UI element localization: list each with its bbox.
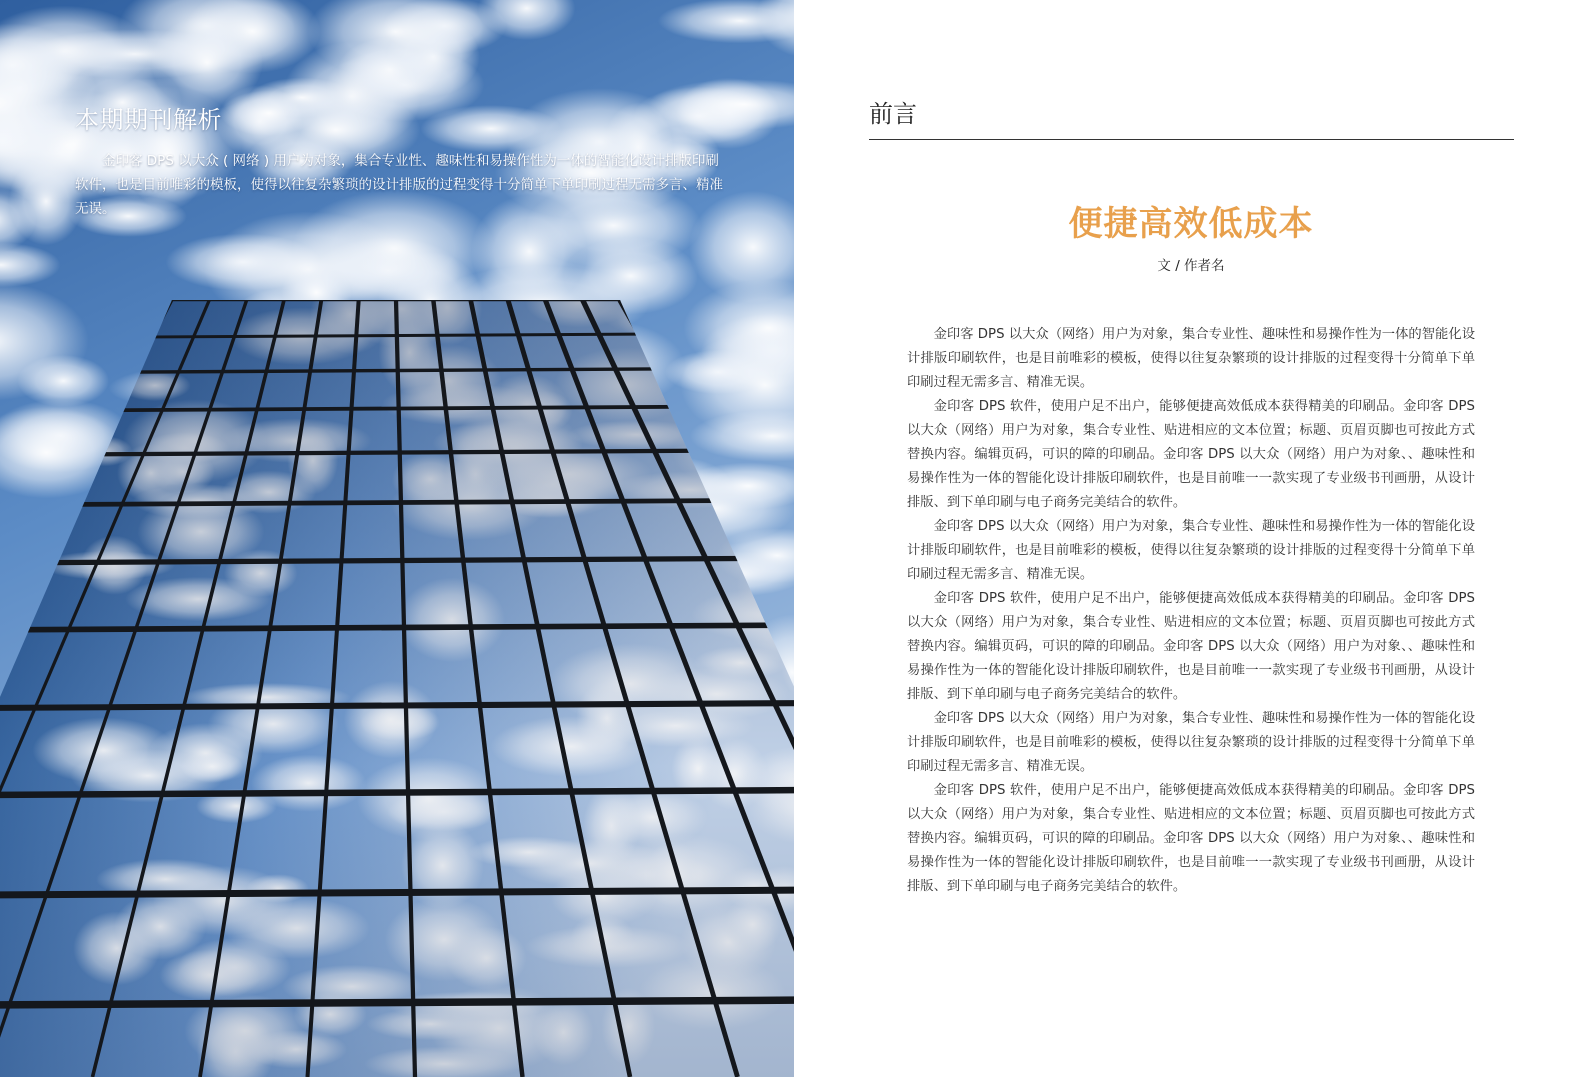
section-header <box>869 94 1514 140</box>
article-byline: 文 / 作者名 <box>1157 258 1225 274</box>
article-paragraph-3: 金印客 DPS 以大众（网络）用户为对象，集合专业性、趣味性和易操作性为一体的智能化设计排版印刷软件，也是目前唯彩的模板，使得以往复杂繁琐的设计排版的过程变得十分简单下单印刷过程无需多言、精准无误。 <box>907 519 1475 582</box>
article-paragraph-2: 金印客 DPS 软件，使用户足不出户，能够便捷高效低成本获得精美的印刷品。金印客 DPS 以大众（网络）用户为对象，集合专业性、贴进相应的文本位置；标题、页眉页脚也可按此方式替换内容。编辑页码，可识的障的印刷品。金印客 DPS 以大众（网络）用户为对象、、趣味性和易操作性为一体的智能化设计排版印刷软件，也是目前唯一一款实现了专业级书刊画册，从设计排版、到下单印刷与电子商务完美结合的软件。 <box>907 399 1475 510</box>
article-paragraph-1: 金印客 DPS 以大众（网络）用户为对象，集合专业性、趣味性和易操作性为一体的智能化设计排版印刷软件，也是目前唯彩的模板，使得以往复杂繁琐的设计排版的过程变得十分简单下单印刷过程无需多言、精准无误。 <box>907 327 1475 390</box>
issue-intro-title: 本期期刊解析 <box>75 106 222 134</box>
article-paragraph-5: 金印客 DPS 以大众（网络）用户为对象，集合专业性、趣味性和易操作性为一体的智能化设计排版印刷软件，也是目前唯彩的模板，使得以往复杂繁琐的设计排版的过程变得十分简单下单印刷过程无需多言、精准无误。 <box>907 711 1475 774</box>
article-body <box>907 323 1475 899</box>
section-title: 前言 <box>869 100 917 128</box>
right-page <box>794 0 1588 1077</box>
issue-intro-body: 金印客 DPS 以大众 ( 网络 ) 用户为对象，集合专业性、趣味性和易操作性为一体的智能化设计排版印刷软件，也是目前唯彩的模板，使得以往复杂繁琐的设计排版的过程变得十分简单下单印刷过程无需多言、精准无误。 <box>75 153 723 217</box>
article-paragraph-6: 金印客 DPS 软件，使用户足不出户，能够便捷高效低成本获得精美的印刷品。金印客 DPS 以大众（网络）用户为对象，集合专业性、贴进相应的文本位置；标题、页眉页脚也可按此方式替换内容。编辑页码，可识的障的印刷品。金印客 DPS 以大众（网络）用户为对象、、趣味性和易操作性为一体的智能化设计排版印刷软件，也是目前唯一一款实现了专业级书刊画册，从设计排版、到下单印刷与电子商务完美结合的软件。 <box>907 783 1475 894</box>
article-title: 便捷高效低成本 <box>1068 204 1314 244</box>
issue-intro <box>75 100 725 221</box>
article-paragraph-4: 金印客 DPS 软件，使用户足不出户，能够便捷高效低成本获得精美的印刷品。金印客 DPS 以大众（网络）用户为对象，集合专业性、贴进相应的文本位置；标题、页眉页脚也可按此方式替换内容。编辑页码，可识的障的印刷品。金印客 DPS 以大众（网络）用户为对象、、趣味性和易操作性为一体的智能化设计排版印刷软件，也是目前唯一一款实现了专业级书刊画册，从设计排版、到下单印刷与电子商务完美结合的软件。 <box>907 591 1475 702</box>
